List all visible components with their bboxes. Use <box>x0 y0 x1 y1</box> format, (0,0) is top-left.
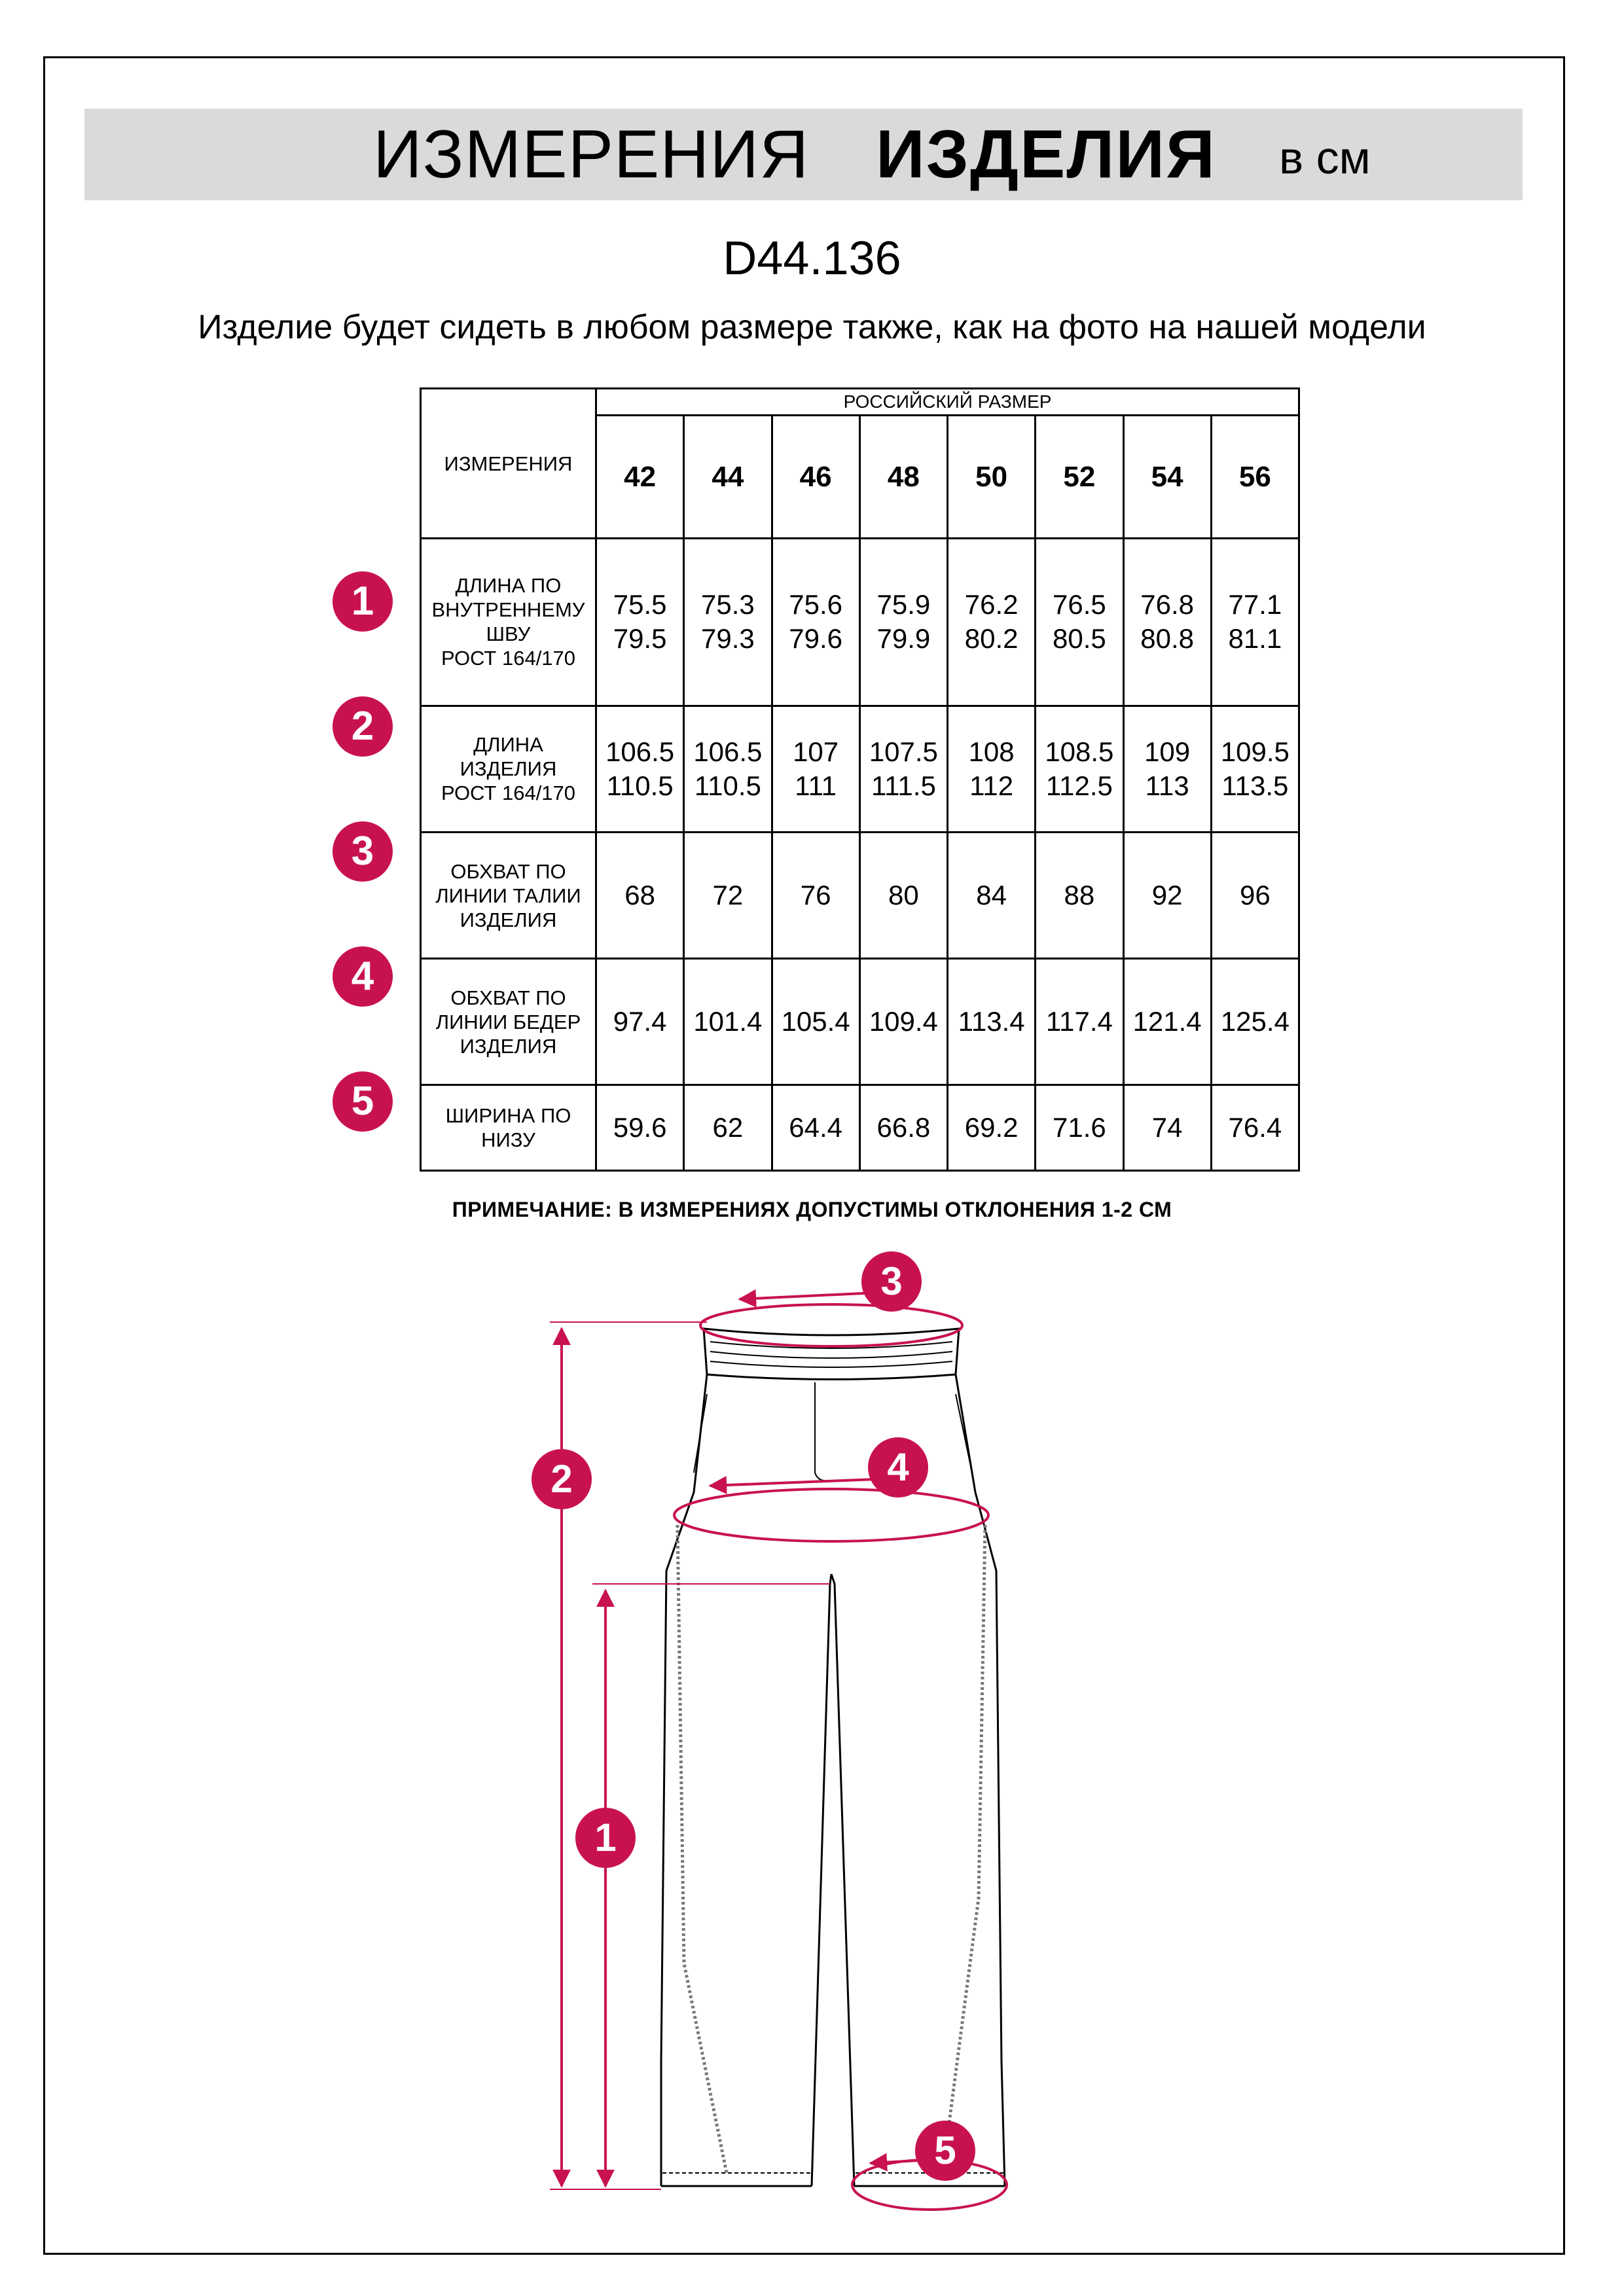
diagram-label-hem: 5 <box>915 2121 975 2181</box>
value: 59.6 <box>613 1112 667 1143</box>
value: 111.5 <box>871 770 936 801</box>
value: 74 <box>1151 1112 1183 1143</box>
value: 76.2 <box>964 589 1019 620</box>
size-header-cell: 46 <box>772 416 859 539</box>
value: 76 <box>800 880 831 911</box>
diagram-label-hip: 4 <box>868 1437 928 1498</box>
hip-arrow <box>710 1479 877 1486</box>
right-pocket <box>956 1394 972 1473</box>
left-pocket <box>694 1394 707 1473</box>
value: 106.5 <box>605 736 675 767</box>
value: 109 <box>1144 736 1191 767</box>
diagram-label-inseam: 1 <box>575 1808 636 1868</box>
size-header-cell: 48 <box>859 416 947 539</box>
value: 81.1 <box>1228 623 1282 655</box>
row-label-line: НИЗУ <box>481 1128 535 1152</box>
value: 108.5 <box>1045 736 1114 767</box>
value: 110.5 <box>694 770 761 801</box>
value: 68 <box>624 880 655 911</box>
fly <box>815 1382 830 1481</box>
value: 66.8 <box>876 1112 931 1143</box>
fit-subtitle: Изделие будет сидеть в любом размере также, как на фото на нашей модели <box>198 308 1426 346</box>
row-label-line: ДЛИНА ПО <box>455 574 562 598</box>
row-label-line: ВНУТРЕННЕМУ <box>431 598 585 622</box>
value: 108 <box>968 736 1015 767</box>
value: 79.5 <box>613 623 667 655</box>
row-label-line: ДЛИНА <box>473 733 543 757</box>
row-label-line: ИЗДЕЛИЯ <box>460 1034 557 1058</box>
row-label-line: РОСТ 164/170 <box>441 781 576 805</box>
value: 125.4 <box>1220 1006 1290 1037</box>
value: 112.5 <box>1045 770 1113 801</box>
right-side-seam <box>943 1525 985 2173</box>
value: 76.4 <box>1228 1112 1282 1143</box>
title-regular: ИЗМЕРЕНИЯ <box>373 117 810 192</box>
row-label-line: ШВУ <box>486 622 531 646</box>
value: 79.3 <box>701 623 755 655</box>
value: 105.4 <box>781 1006 850 1037</box>
value: 97.4 <box>613 1006 667 1037</box>
hip-ellipse <box>674 1489 988 1541</box>
waist-ellipse <box>700 1304 962 1346</box>
value: 111 <box>795 770 837 801</box>
row-label-line: ИЗДЕЛИЯ <box>460 908 557 931</box>
value: 72 <box>712 880 744 911</box>
value: 101.4 <box>693 1006 763 1037</box>
value: 96 <box>1240 880 1271 911</box>
row-label-line: ОБХВАТ ПО <box>450 859 566 883</box>
value: 62 <box>712 1112 744 1143</box>
value: 76.5 <box>1053 589 1106 620</box>
article-number: D44.136 <box>723 232 901 285</box>
size-header-cell: 44 <box>684 416 772 539</box>
value: 109.4 <box>869 1006 938 1037</box>
right-inseam <box>831 1574 854 2186</box>
value: 64.4 <box>789 1112 842 1143</box>
value: 121.4 <box>1132 1006 1202 1037</box>
diagram-label-total-length: 2 <box>532 1449 592 1509</box>
value: 80.5 <box>1053 623 1106 655</box>
value: 80 <box>888 880 919 911</box>
measure-header: ИЗМЕРЕНИЯ <box>421 389 596 539</box>
row-label-line: ЛИНИИ БЕДЕР <box>435 1010 581 1033</box>
size-header-cell: 50 <box>948 416 1036 539</box>
value: 88 <box>1064 880 1095 911</box>
row-number-badge: 4 <box>333 946 393 1007</box>
value: 109.5 <box>1220 736 1290 767</box>
row-number-badge: 2 <box>333 696 393 757</box>
value: 92 <box>1151 880 1183 911</box>
value: 113.5 <box>1221 770 1289 801</box>
value: 117.4 <box>1045 1006 1113 1037</box>
value: 77.1 <box>1228 589 1282 620</box>
waist-arrow <box>740 1293 877 1299</box>
row-number-badge: 3 <box>333 821 393 882</box>
diagram-label-waist: 3 <box>861 1251 922 1312</box>
trousers-outline <box>661 1329 1005 2186</box>
row-label-line: ЛИНИИ ТАЛИИ <box>435 884 581 907</box>
value: 71.6 <box>1053 1112 1106 1143</box>
size-header-cell: 52 <box>1036 416 1123 539</box>
row-label-line: ОБХВАТ ПО <box>450 986 566 1009</box>
right-leg-outer <box>956 1374 1005 2186</box>
value: 75.6 <box>789 589 842 620</box>
value: 75.9 <box>876 589 931 620</box>
value: 76.8 <box>1140 589 1194 620</box>
row-number-badge: 5 <box>333 1071 393 1132</box>
value: 69.2 <box>964 1112 1019 1143</box>
size-header-cell: 56 <box>1211 416 1299 539</box>
value: 79.6 <box>789 623 842 655</box>
value: 106.5 <box>693 736 763 767</box>
value: 80.2 <box>964 623 1019 655</box>
row-label-line: ИЗДЕЛИЯ <box>460 757 557 781</box>
size-group-header: РОССИЙСКИЙ РАЗМЕР <box>596 389 1299 416</box>
size-header-cell: 54 <box>1123 416 1211 539</box>
left-leg-outer <box>661 1374 707 2186</box>
row-label-line: ШИРИНА ПО <box>445 1104 571 1128</box>
value: 112 <box>969 770 1014 801</box>
title-unit: в см <box>1279 132 1371 183</box>
value: 84 <box>976 880 1007 911</box>
value: 75.5 <box>613 589 667 620</box>
value: 80.8 <box>1140 623 1194 655</box>
row-number-badge: 1 <box>333 571 393 632</box>
size-header-cell: 42 <box>596 416 684 539</box>
value: 107.5 <box>869 736 938 767</box>
row-label-line: РОСТ 164/170 <box>441 647 576 670</box>
value: 75.3 <box>701 589 755 620</box>
measurement-guides <box>550 1293 1007 2210</box>
value: 113.4 <box>958 1006 1025 1037</box>
value: 113 <box>1145 770 1189 801</box>
tolerance-note: ПРИМЕЧАНИЕ: В ИЗМЕРЕНИЯХ ДОПУСТИМЫ ОТКЛОНЕНИЯ 1-2 СМ <box>452 1198 1172 1221</box>
title-bold: ИЗДЕЛИЯ <box>876 117 1216 192</box>
left-inseam <box>812 1574 831 2186</box>
left-side-seam <box>677 1525 727 2173</box>
value: 79.9 <box>876 623 931 655</box>
value: 110.5 <box>606 770 674 801</box>
value: 107 <box>793 736 839 767</box>
